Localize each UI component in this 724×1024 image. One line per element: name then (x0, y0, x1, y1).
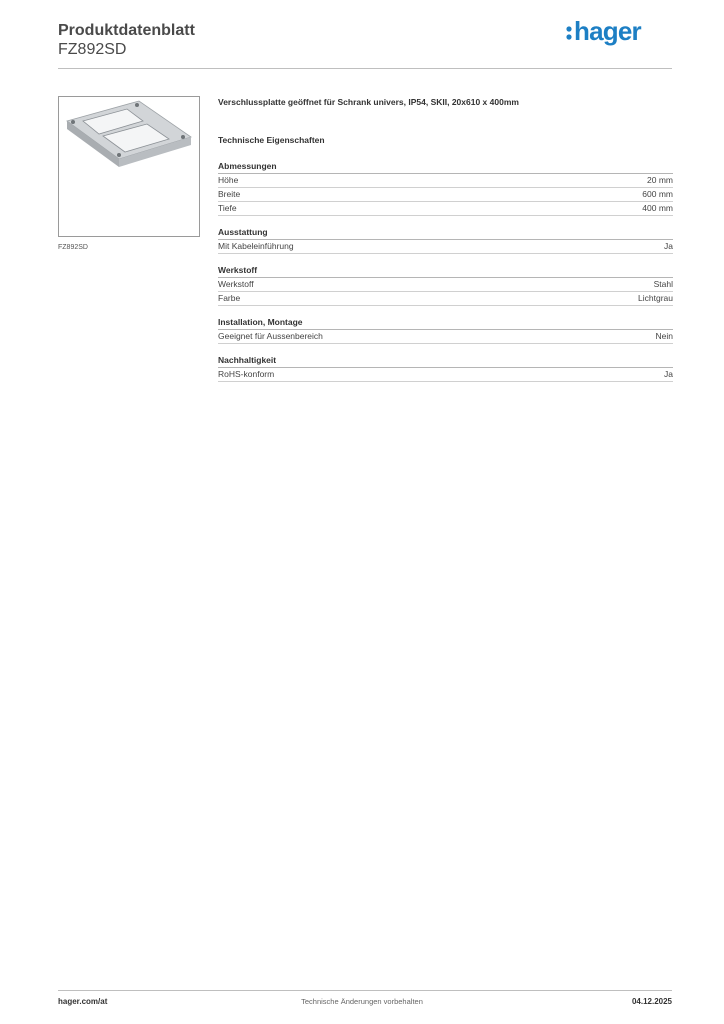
property-value: Nein (655, 331, 673, 341)
property-label: Tiefe (218, 203, 237, 213)
property-row (218, 202, 673, 216)
group-title: Nachhaltigkeit (218, 354, 673, 368)
property-group (218, 264, 673, 306)
property-row (218, 240, 673, 254)
image-caption: FZ892SD (58, 244, 88, 251)
property-row (218, 278, 673, 292)
footer-date: 04.12.2025 (631, 997, 672, 1006)
property-group (218, 354, 673, 382)
property-value: Ja (664, 369, 673, 379)
group-title: Abmessungen (218, 160, 673, 174)
footer-notice: Technische Änderungen vorbehalten (301, 997, 423, 1006)
group-title: Installation, Montage (218, 316, 673, 330)
property-row (218, 330, 673, 344)
property-value: 400 mm (642, 203, 673, 213)
header-divider (58, 68, 672, 69)
group-title: Werkstoff (218, 264, 673, 278)
property-value: 20 mm (647, 175, 673, 185)
property-label: Geeignet für Aussenbereich (218, 331, 323, 341)
property-row (218, 174, 673, 188)
closure-plate-illustration (59, 97, 199, 236)
property-value: 600 mm (642, 189, 673, 199)
property-value: Ja (664, 241, 673, 251)
property-row (218, 368, 673, 382)
property-label: Mit Kabeleinführung (218, 241, 294, 251)
property-value: Lichtgrau (638, 293, 673, 303)
property-row (218, 188, 673, 202)
hager-logo (566, 16, 658, 46)
document-title: Produktdatenblatt (58, 22, 195, 39)
group-title: Ausstattung (218, 226, 673, 240)
property-label: Farbe (218, 293, 241, 303)
footer-website[interactable]: hager.com/at (58, 997, 108, 1006)
svg-text:hager: hager (574, 16, 641, 46)
product-description: Verschlussplatte geöffnet für Schrank univers, IP54, SKII, 20x610 x 400mm (218, 97, 519, 107)
property-group (218, 226, 673, 254)
property-group (218, 160, 673, 216)
section-title: Technische Eigenschaften (218, 135, 325, 145)
property-row (218, 292, 673, 306)
property-groups (218, 160, 673, 382)
property-label: RoHS-konform (218, 369, 275, 379)
footer-divider (58, 990, 672, 991)
property-group (218, 316, 673, 344)
product-image (58, 96, 200, 237)
property-label: Werkstoff (218, 279, 254, 289)
property-label: Breite (218, 189, 241, 199)
product-details (218, 96, 673, 392)
product-code: FZ892SD (58, 41, 127, 58)
property-label: Höhe (218, 175, 239, 185)
document-header (58, 21, 195, 59)
property-value: Stahl (653, 279, 673, 289)
